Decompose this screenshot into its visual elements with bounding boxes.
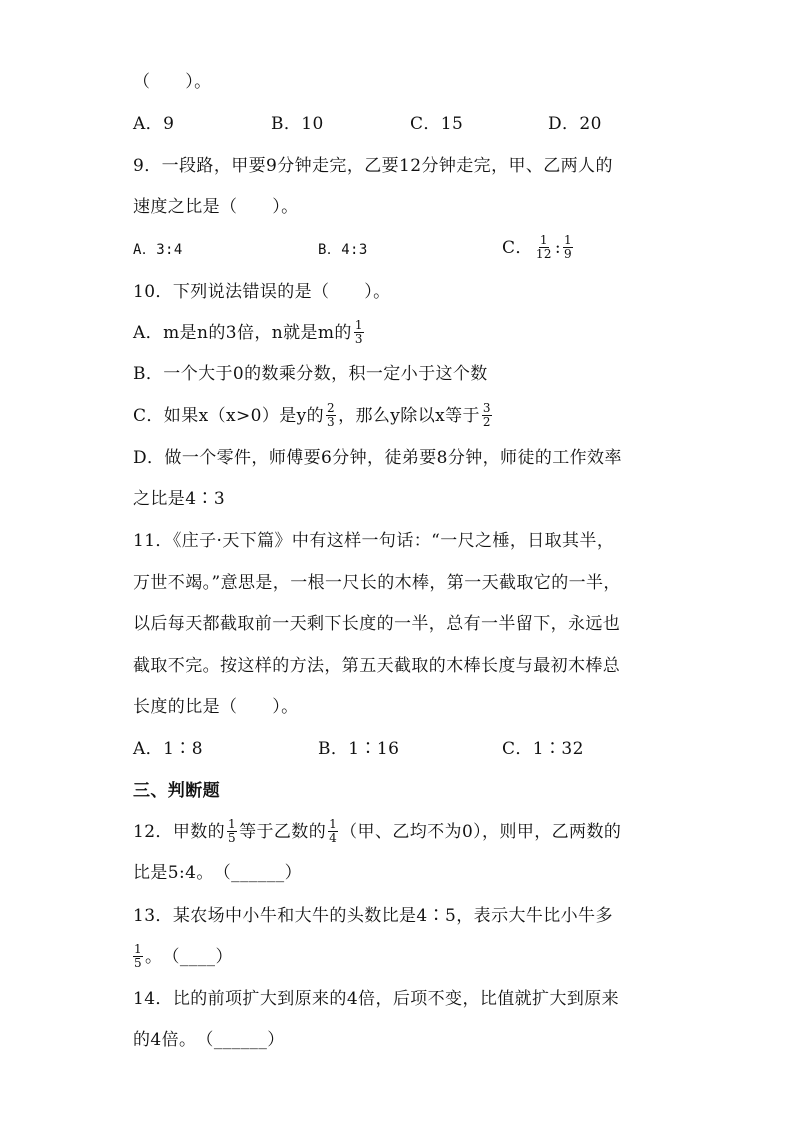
q12-line2-text: 比是5:4。 (133, 863, 214, 883)
q14-answer-blank[interactable]: （______） (196, 1030, 285, 1050)
q8-option-c: C．15 (410, 114, 464, 134)
q11-stem-line1: 11．《庄子·天下篇》中有这样一句话：“一尺之棰，日取其半， (133, 531, 615, 551)
section-title-judgement: 三、判断题 (133, 781, 220, 801)
q12-text-1: 12．甲数的 (133, 822, 226, 842)
q9-option-c-separator: : (554, 238, 562, 258)
q9-option-c-prefix: C． (502, 238, 533, 258)
q13-fraction: $\frac{1}{5}$ (134, 942, 143, 970)
q10-option-a-fraction: $\frac{1}{3}$ (354, 318, 363, 346)
q9-option-a (133, 237, 183, 262)
q12-fraction-1: $\frac{1}{5}$ (228, 817, 237, 845)
q10-option-c (133, 403, 494, 430)
q11-option-b: B．1∶16 (318, 739, 400, 759)
q14-line2-text: 的4倍。 (133, 1030, 197, 1050)
q10-option-c-text-2: ，那么y除以x等于 (338, 406, 480, 426)
q9-option-c-fraction-1: $\frac{1}{12}$ (535, 233, 552, 261)
q12-line2 (133, 861, 302, 885)
q10-option-b: B．一个大于0的数乘分数，积一定小于这个数 (133, 364, 488, 384)
q11-stem-line2: 万世不竭。”意思是，一根一尺长的木棒，第一天截取它的一半， (133, 573, 621, 593)
q14-line1: 14．比的前项扩大到原来的4倍，后项不变，比值就扩大到原来 (133, 989, 620, 1009)
q9-option-b (318, 237, 368, 262)
q10-option-d-line2: 之比是4∶3 (133, 489, 226, 509)
q9-stem-line2: 速度之比是（ ）。 (133, 197, 299, 217)
q10-option-c-fraction-1: $\frac{2}{3}$ (327, 401, 336, 429)
q10-option-a (133, 320, 366, 347)
q10-option-c-text-1: C．如果x（x>0）是y的 (133, 406, 325, 426)
q12-text-3: （甲、乙均不为0），则甲，乙两数的 (340, 822, 622, 842)
q8-option-d: D．20 (548, 114, 602, 134)
q13-line1: 13．某农场中小牛和大牛的头数比是4∶5，表示大牛比小牛多 (133, 906, 613, 926)
q10-option-a-text: A．m是n的3倍，n就是m的 (133, 323, 352, 343)
q9-option-b-text: B．4:3 (318, 242, 368, 258)
q10-option-d-line1: D．做一个零件，师傅要6分钟，徒弟要8分钟，师徒的工作效率 (133, 448, 622, 468)
q10-stem: 10．下列说法错误的是（ ）。 (133, 282, 391, 302)
q10-option-c-fraction-2: $\frac{3}{2}$ (482, 401, 491, 429)
q12-answer-blank[interactable]: （______） (213, 863, 302, 883)
q9-option-a-text: A．3:4 (133, 242, 183, 258)
q11-stem-line5: 长度的比是（ ）。 (133, 697, 299, 717)
q13-line2 (133, 944, 233, 971)
q8-option-a: A．9 (133, 114, 175, 134)
q8-option-b: B．10 (271, 114, 324, 134)
q13-answer-blank[interactable]: （____） (162, 947, 233, 967)
q13-period: 。 (145, 947, 163, 967)
q12-text-2: 等于乙数的 (239, 822, 327, 842)
q11-option-c: C．1∶32 (502, 739, 584, 759)
q12-line1 (133, 819, 621, 846)
q11-stem-line3: 以后每天都截取前一天剩下长度的一半，总有一半留下，永远也 (133, 614, 621, 634)
q8-blank: （ ）。 (133, 72, 212, 92)
q9-option-c (502, 235, 575, 262)
q11-option-a: A．1∶8 (133, 739, 203, 759)
q9-option-c-fraction-2: $\frac{1}{9}$ (564, 233, 573, 261)
q12-fraction-2: $\frac{1}{4}$ (329, 817, 338, 845)
q11-stem-line4: 截取不完。按这样的方法，第五天截取的木棒长度与最初木棒总 (133, 656, 621, 676)
q14-line2 (133, 1028, 285, 1052)
q9-stem-line1: 9．一段路，甲要9分钟走完，乙要12分钟走完，甲、乙两人的 (133, 156, 613, 176)
